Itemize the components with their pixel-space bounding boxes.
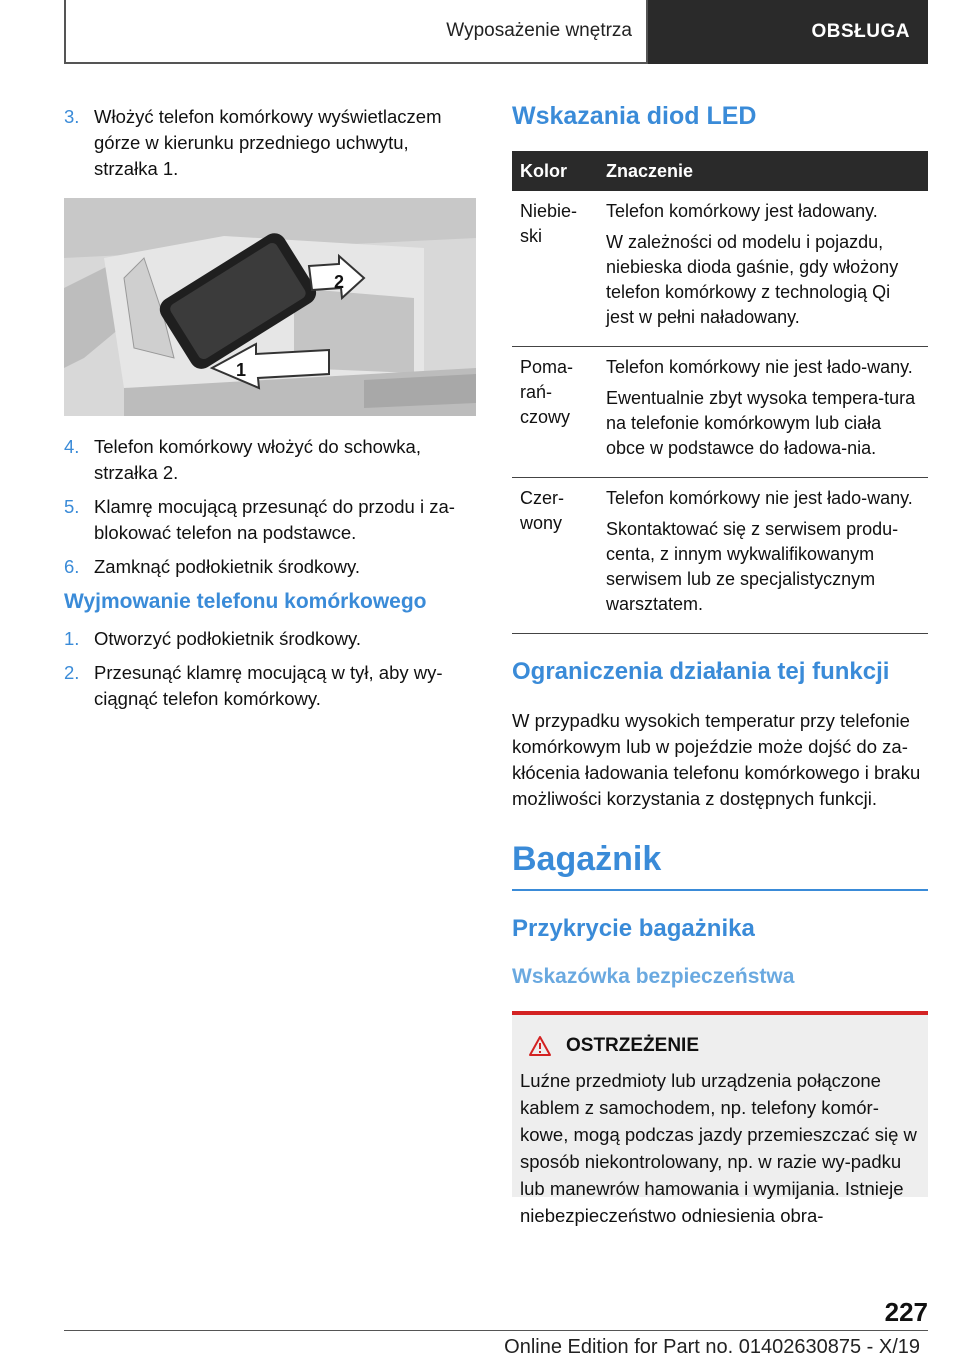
trunk-heading: Bagażnik xyxy=(512,840,928,891)
led-meaning-cell xyxy=(598,191,928,347)
table-row xyxy=(512,347,928,478)
removal-step-2 xyxy=(64,660,476,712)
footer-divider xyxy=(64,1330,928,1331)
step-number: 5. xyxy=(64,496,80,517)
step-3 xyxy=(64,104,476,182)
led-table xyxy=(512,151,928,634)
meaning-note: Skontaktować się z serwisem produ-centa, z innym wykwalifikowanym serwisem lub ze specjalistycznym warsztatem. xyxy=(606,519,899,614)
led-color-cell: Czer-wony xyxy=(512,478,598,634)
meaning-text: Telefon komórkowy nie jest łado-wany. xyxy=(606,357,913,377)
led-meaning-cell xyxy=(598,478,928,634)
removal-heading: Wyjmowanie telefonu komórkowego xyxy=(64,590,427,613)
limits-heading: Ograniczenia działania tej funkcji xyxy=(512,658,890,685)
led-heading: Wskazania diod LED xyxy=(512,102,757,130)
step-4 xyxy=(64,434,476,486)
step-text: Klamrę mocującą przesunąć do przodu i za-blokować telefon na podstawce. xyxy=(94,496,455,543)
step-number: 1. xyxy=(64,628,80,649)
step-text: Telefon komórkowy włożyć do schowka, strzałka 2. xyxy=(94,436,421,483)
section-title: Wyposażenie wnętrza xyxy=(64,0,648,64)
meaning-note: Ewentualnie zbyt wysoka tempera-tura na telefonie komórkowym lub ciała obce w podstawce do ładowa-nia. xyxy=(606,388,916,458)
right-column xyxy=(512,96,928,1226)
step-text: Przesunąć klamrę mocującą w tył, aby wy-ciągnąć telefon komórkowy. xyxy=(94,662,443,709)
table-header-row xyxy=(512,151,928,191)
step-5 xyxy=(64,494,476,546)
meaning-text: Telefon komórkowy jest ładowany. xyxy=(606,201,878,221)
table-row xyxy=(512,191,928,347)
step-number: 6. xyxy=(64,556,80,577)
illustration-svg xyxy=(64,198,476,416)
footer-edition: Online Edition for Part no. 01402630875 - X/19 xyxy=(504,1336,920,1358)
limits-text: W przypadku wysokich temperatur przy telefonie komórkowym lub w pojeździe może dojść do za-kłócenia ładowania telefonu komórkowego i braku możliwości korzystania z dostępnych funkcji. xyxy=(512,710,921,809)
step-text: Otworzyć podłokietnik środkowy. xyxy=(94,628,361,649)
warning-triangle-icon xyxy=(528,1035,552,1057)
arrow-2-label: 2 xyxy=(334,272,345,292)
chapter-tab: OBSŁUGA xyxy=(648,0,928,64)
removal-step-1 xyxy=(64,626,476,652)
step-6 xyxy=(64,554,476,580)
led-color-cell: Niebie-ski xyxy=(512,191,598,347)
step-number: 2. xyxy=(64,662,80,683)
meaning-text: Telefon komórkowy nie jest łado-wany. xyxy=(606,488,913,508)
column-header-meaning: Znaczenie xyxy=(598,151,928,191)
step-number: 4. xyxy=(64,436,80,457)
arrow-1-label: 1 xyxy=(236,360,247,380)
safety-heading: Wskazówka bezpieczeństwa xyxy=(512,965,795,988)
phone-holder-illustration xyxy=(64,198,476,416)
left-column xyxy=(64,104,476,720)
page-header xyxy=(64,0,928,64)
step-number: 3. xyxy=(64,106,80,127)
meaning-note: W zależności od modelu i pojazdu, niebieska dioda gaśnie, gdy włożony telefon komórkowy z technologią Qi jest w pełni naładowany. xyxy=(606,232,899,327)
warning-title-row xyxy=(520,1035,920,1057)
column-header-color: Kolor xyxy=(512,151,598,191)
cover-heading: Przykrycie bagażnika xyxy=(512,915,755,942)
table-row xyxy=(512,478,928,634)
led-meaning-cell xyxy=(598,347,928,478)
led-color-cell: Poma-rań-czowy xyxy=(512,347,598,478)
step-text: Włożyć telefon komórkowy wyświetlaczem górze w kierunku przedniego uchwytu, strzałka 1. xyxy=(94,106,442,179)
warning-title: OSTRZEŻENIE xyxy=(566,1035,700,1056)
warning-box xyxy=(512,1011,928,1226)
page-number: 227 xyxy=(884,1297,928,1327)
warning-text: Luźne przedmioty lub urządzenia połączone kablem z samochodem, np. telefony komór-kowe, mogą podczas jazdy przemieszczać się w sposób niekontrolowany, np. w razie wy-padku lub manewrów hamowania i wymijania. Istnieje niebezpieczeństwo odniesienia obra- xyxy=(520,1070,917,1226)
step-text: Zamknąć podłokietnik środkowy. xyxy=(94,556,360,577)
